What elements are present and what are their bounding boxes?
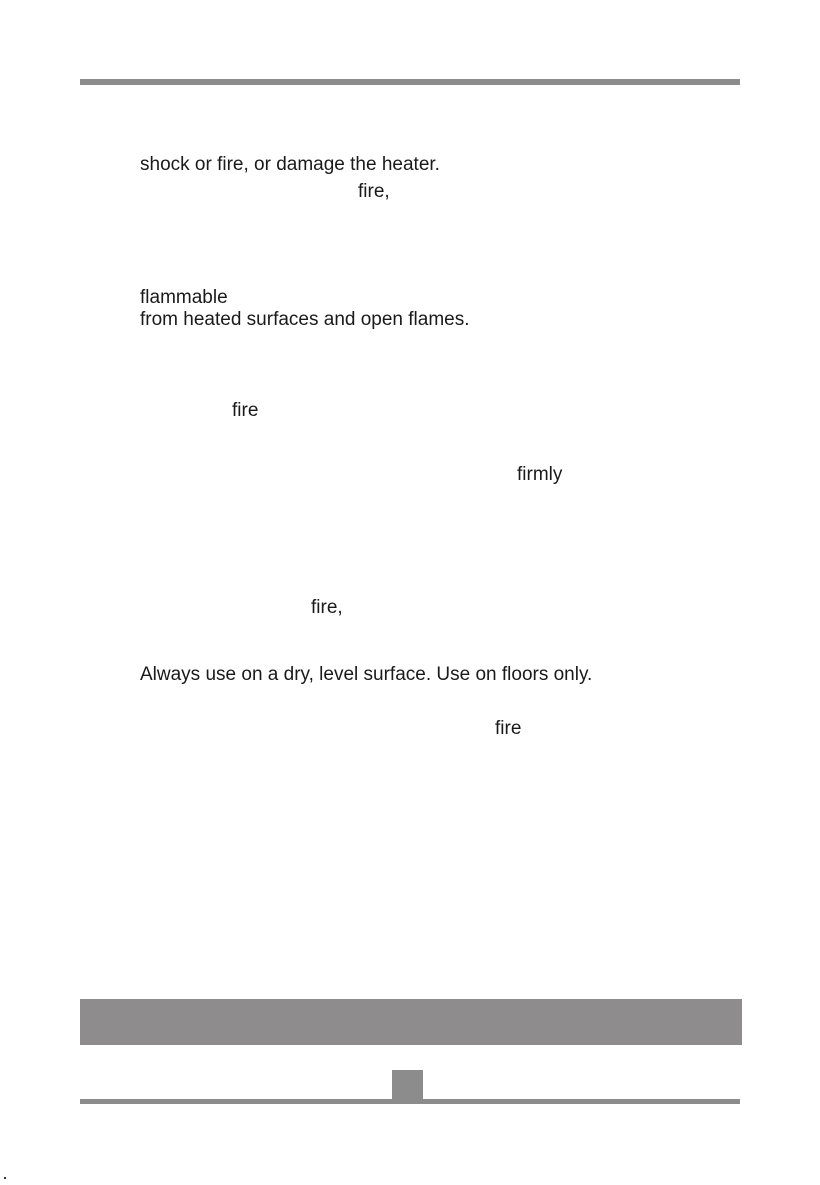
page-number-tab xyxy=(392,1070,423,1100)
text-line-dry-level-surface: Always use on a dry, level surface. Use on floors only. xyxy=(140,664,593,685)
section-band xyxy=(80,999,742,1045)
text-fragment-fire-1: fire, xyxy=(358,181,390,202)
text-line-shock-or-fire: shock or fire, or damage the heater. xyxy=(140,154,440,175)
text-fragment-firmly: firmly xyxy=(517,464,563,485)
text-fragment-fire-2: fire xyxy=(232,400,259,421)
text-fragment-fire-3: fire, xyxy=(311,597,343,618)
corner-mark xyxy=(4,1177,6,1179)
text-fragment-flammable: flammable xyxy=(140,287,228,308)
footer-rule xyxy=(80,1099,740,1104)
text-fragment-fire-4: fire xyxy=(495,718,522,739)
header-rule xyxy=(80,79,740,85)
text-line-heated-surfaces: from heated surfaces and open flames. xyxy=(140,309,470,330)
